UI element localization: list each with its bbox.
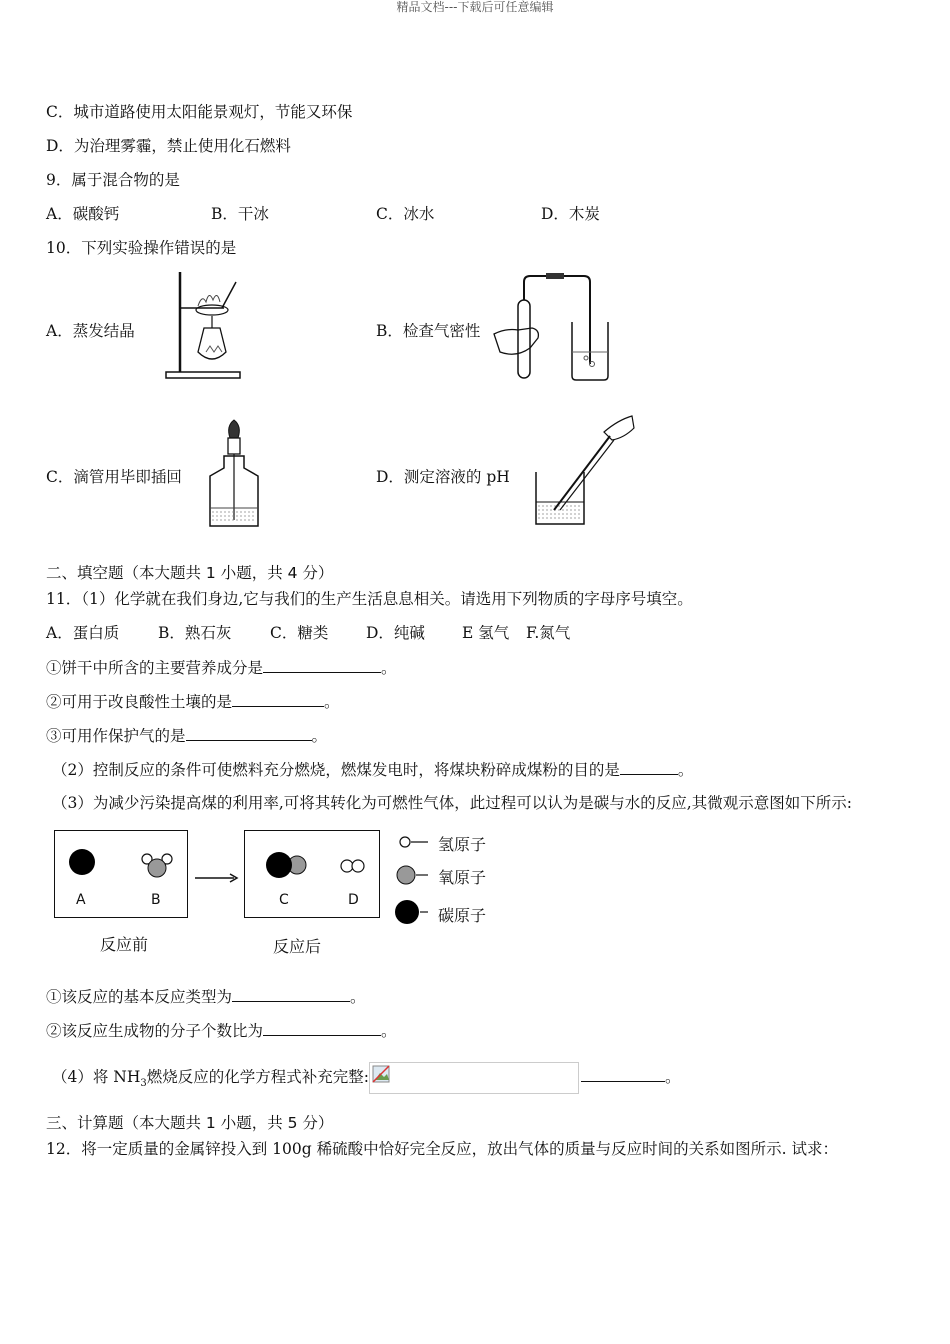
q8-option-c: C．城市道路使用太阳能景观灯，节能又环保 [46,103,353,121]
answer-blank[interactable] [263,657,381,673]
q11-sub2 [46,691,340,712]
q11-sub1 [46,657,397,678]
page-header: 精品文档---下载后可任意编辑 [396,0,554,14]
q11-part4-text-b: 燃烧反应的化学方程式补充完整: [146,1068,369,1086]
q10-option-a: A．蒸发结晶 [46,322,135,340]
period: 。 [664,1068,681,1086]
label-d: D [348,892,359,908]
q11-sub3 [46,725,327,746]
q11-r2-text: ②该反应生成物的分子个数比为 [46,1022,264,1040]
q11-sub2-text: ②可用于改良酸性土壤的是 [46,693,233,711]
period: 。 [350,988,366,1006]
q11-part2 [52,759,693,780]
q11-option-b: B．熟石灰 [158,624,232,642]
q9-option-a: A．碳酸钙 [46,205,120,223]
q8-option-d: D．为治理雾霾，禁止使用化石燃料 [46,137,291,155]
q11-part4-subscript: 3 [140,1078,147,1090]
q9-option-b: B．干冰 [211,205,269,223]
q9-option-d: D．木炭 [541,205,600,223]
section-3-title: 三、计算题（本大题共 1 小题，共 5 分） [46,1114,334,1132]
q11-part2-text: （2）控制反应的条件可使燃料充分燃烧，燃煤发电时，将煤块粉碎成煤粉的目的是 [52,761,620,779]
q11-option-a: A．蛋白质 [46,624,120,642]
after-label: 反应后 [273,937,322,956]
legend-hydrogen: 氢原子 [438,835,487,854]
dropper-bottle-figure [204,416,264,532]
answer-blank[interactable] [186,725,312,741]
period: 。 [381,1022,397,1040]
q11-part4 [52,1062,681,1094]
q9-option-c: C．冰水 [376,205,435,223]
label-a: A [76,892,86,908]
label-b: B [151,892,161,908]
evaporation-apparatus-figure [160,268,246,380]
q11-option-c: C．糖类 [270,624,329,642]
q12-stem: 12．将一定质量的金属锌投入到 100g 稀硫酸中恰好完全反应，放出气体的质量与反应时间的关系如图所示. 试求： [46,1140,838,1158]
q10-option-c: C．滴管用毕即插回 [46,468,182,486]
q10-option-b: B．检查气密性 [376,322,481,340]
label-c: C [279,892,289,908]
q11-option-d: D．纯碱 [366,624,425,642]
period: 。 [677,761,694,779]
q10-stem: 10．下列实验操作错误的是 [46,239,237,257]
q11-stem: 11．（1）化学就在我们身边,它与我们的生产生活息息相关。请选用下列物质的字母序号填空。 [46,590,693,608]
q11-option-e: E 氢气 [462,624,510,642]
before-label: 反应前 [100,935,149,954]
q10-option-d: D．测定溶液的 pH [376,468,510,486]
q11-sub1-text: ①饼干中所含的主要营养成分是 [46,659,264,677]
legend-oxygen: 氧原子 [438,868,487,887]
q11-r1 [46,986,366,1007]
answer-blank[interactable] [232,986,350,1002]
period: 。 [381,659,397,677]
broken-image-icon [369,1062,579,1094]
reaction-microscopic-diagram [54,828,510,958]
q11-sub3-text: ③可用作保护气的是 [46,727,186,745]
q11-part3: （3）为减少污染提高煤的利用率,可将其转化为可燃性气体，此过程可以认为是碳与水的反应,其微观示意图如下所示: [52,794,852,812]
answer-blank[interactable] [263,1020,381,1036]
q11-part4-text-a: （4）将 NH [52,1068,141,1086]
period: 。 [324,693,340,711]
airtightness-check-figure [486,272,612,384]
legend-carbon: 碳原子 [438,906,487,925]
section-2-title: 二、填空题（本大题共 1 小题，共 4 分） [46,564,334,582]
q11-option-f: F.氮气 [526,624,571,642]
answer-blank[interactable] [620,759,678,775]
q11-r1-text: ①该反应的基本反应类型为 [46,988,233,1006]
period: 。 [311,727,328,745]
answer-blank[interactable] [232,691,324,707]
ph-test-figure [528,410,638,528]
answer-blank[interactable] [581,1066,665,1082]
q11-r2 [46,1020,397,1041]
q9-stem: 9．属于混合物的是 [46,171,180,189]
